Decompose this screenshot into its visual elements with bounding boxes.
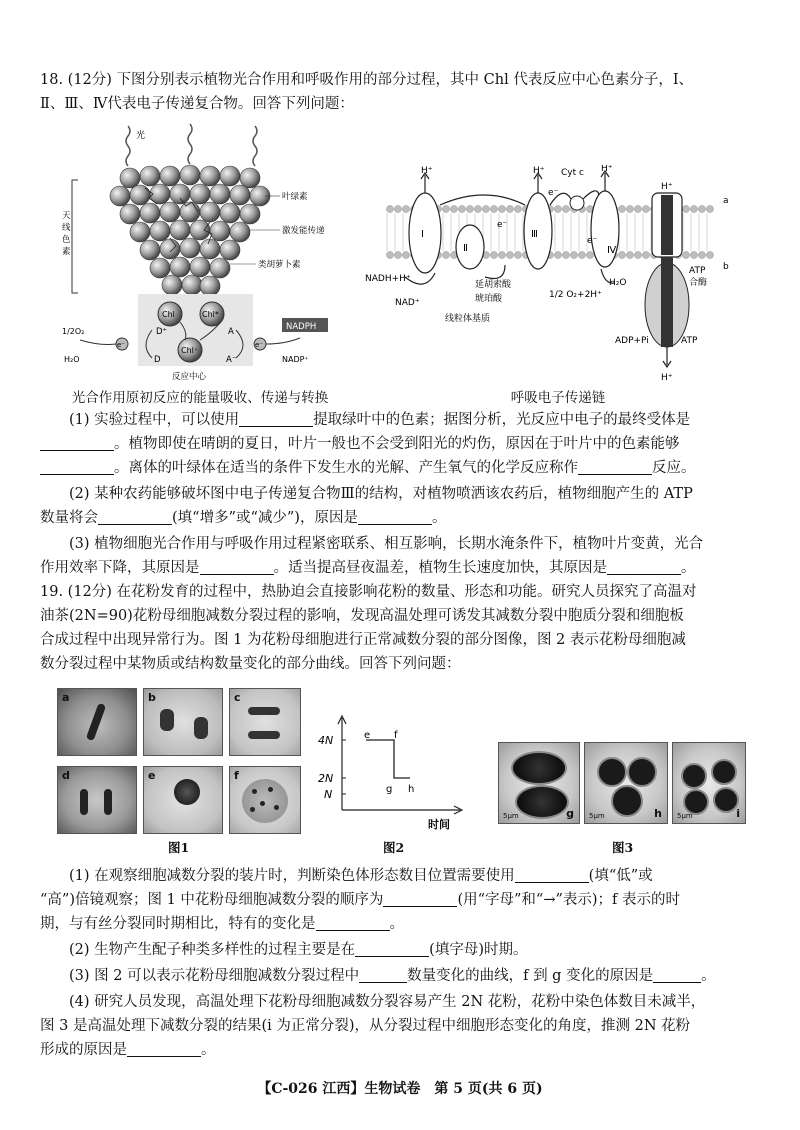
atp-synthase-label-2: 合酶 — [689, 278, 708, 288]
fig1-photo-e: e — [143, 766, 223, 834]
o2-reaction-label: 1/2 O₂+2H⁺ — [549, 290, 602, 300]
complex-2-label: Ⅱ — [463, 243, 468, 254]
atp-synthase-label: ATP — [689, 266, 706, 276]
fumarate-label: 延胡索酸 — [475, 280, 512, 290]
complex-2 — [456, 225, 484, 269]
pigment-cluster — [110, 165, 270, 296]
q19-sub1-line1: (1) 在观察细胞减数分裂的装片时，判断染色体形态数目位置需要使用 (填“低”或 — [69, 868, 653, 884]
q18-sub1-line1: (1) 实验过程中，可以使用 提取绿叶中的色素；据图分析，光反应中电子的最终受体是 — [69, 412, 691, 428]
q19-intro-line2: 油茶(2N=90)花粉母细胞减数分裂过程的影响，发现高温处理可诱发其减数分裂中胞质分裂和细胞板 — [40, 608, 684, 624]
photosynthesis-caption: 光合作用原初反应的能量吸收、传递与转换 — [71, 390, 329, 406]
answer-blank[interactable] — [383, 892, 457, 907]
fig3-photo-i: i 5μm — [672, 742, 746, 824]
answer-blank[interactable] — [200, 560, 274, 575]
atp-label: ATP — [681, 336, 698, 346]
q18-sub2-line1: (2) 某种农药能够破坏图中电子传递复合物Ⅲ的结构，对植物喷洒该农药后，植物细胞产生的 ATP — [69, 486, 693, 502]
carotenoid-label: 类胡萝卜素 — [258, 260, 301, 270]
answer-blank[interactable] — [239, 412, 313, 427]
complex-1-label: Ⅰ — [421, 229, 424, 240]
d-label: D — [154, 355, 161, 365]
q18-sub3-line1: (3) 植物细胞光合作用与呼吸作用过程紧密联系、相互影响，长期水淹条件下，植物叶片变黄，光合 — [69, 536, 704, 552]
fig3-photo-g: g 5μm — [498, 742, 580, 824]
fig2-caption: 图2 — [383, 840, 405, 855]
matrix-label: 线粒体基质 — [445, 314, 491, 324]
h2o-label: H₂O — [64, 355, 80, 364]
q18-sub1-line2: 。植物即使在晴朗的夏日，叶片一般也不会受到阳光的灼伤，原因在于叶片中的色素能够 — [40, 434, 762, 454]
fig1-caption: 图1 — [168, 840, 190, 855]
e-right-label: e⁻ — [255, 341, 264, 349]
q19-intro-line1: 19. (12分) 在花粉发育的过程中，热胁迫会直接影响花粉的数量、形态和功能。研究人员探究了高温对 — [40, 584, 697, 600]
fig1-photo-c: c — [229, 688, 301, 756]
fig1-photo-f: f — [229, 766, 301, 834]
y-tick-2n: 2N — [318, 772, 334, 785]
succinate-label: 琥珀酸 — [475, 294, 503, 304]
q19-sub1-line3: 期，与有丝分裂同时期相比，特有的变化是 。 — [40, 916, 404, 932]
answer-blank[interactable] — [578, 460, 652, 475]
point-h: h — [408, 784, 415, 795]
light-label: 光 — [136, 131, 146, 141]
q18-intro-line2: Ⅱ、Ⅲ、Ⅳ代表电子传递复合物。回答下列问题： — [40, 96, 354, 112]
photosynthesis-figure — [60, 118, 360, 383]
answer-blank[interactable] — [653, 968, 701, 983]
page-footer: 【C-026 江西】生物试卷 第 5 页(共 6 页) — [257, 1081, 543, 1097]
fig1-photo-b: b — [143, 688, 223, 756]
complex-1 — [409, 193, 441, 273]
point-f: f — [394, 730, 398, 741]
chlorophyll-label: 叶绿素 — [282, 192, 308, 202]
fig2-data-line — [366, 740, 410, 778]
answer-blank[interactable] — [98, 510, 172, 525]
e-label-1: e⁻ — [548, 188, 559, 198]
answer-blank[interactable] — [355, 942, 429, 957]
svg-text:色: 色 — [62, 235, 71, 245]
complex-3-label: Ⅲ — [531, 229, 538, 240]
q19-intro-line3: 合成过程中出现异常行为。图 1 为花粉母细胞进行正常减数分裂的部分图像，图 2 表示花粉母细胞减 — [40, 632, 686, 648]
nadh-label: NADH+H⁺ — [365, 274, 411, 284]
q19-sub2: (2) 生物产生配子种类多样性的过程主要是在 (填字母)时期。 — [69, 942, 528, 958]
fig3-photo-h: h 5μm — [584, 742, 668, 824]
answer-blank[interactable] — [607, 560, 681, 575]
fig1-photo-a: a — [57, 688, 137, 756]
answer-blank[interactable] — [40, 460, 114, 475]
q19-sub1-line2: “高”)倍镜观察；图 1 中花粉母细胞减数分裂的顺序为 (用“字母”和“→”表示)；f 表示的时 — [40, 892, 681, 908]
chl-star-label: Chl* — [202, 310, 219, 319]
answer-blank[interactable] — [316, 916, 390, 931]
adp-label: ADP+Pi — [615, 336, 649, 346]
point-g: g — [386, 784, 393, 795]
q18-sub3-line2: 作用效率下降，其原因是 。适当提高昼夜温差，植物生长速度加快，其原因是 。 — [40, 560, 696, 576]
respiration-chain-figure — [365, 165, 755, 385]
chl-label: Chl — [162, 310, 175, 319]
side-a-label: a — [723, 196, 729, 206]
d-plus-label: D⁺ — [156, 327, 168, 337]
answer-blank[interactable] — [515, 868, 589, 883]
h2o-right-label: H₂O — [609, 278, 627, 288]
q18-sub2-line2: 数量将会 (填“增多”或“减少”)，原因是 。 — [40, 510, 447, 526]
o2-label: 1/2O₂ — [62, 327, 85, 336]
answer-blank[interactable] — [359, 968, 407, 983]
h-plus-2: H⁺ — [533, 166, 545, 176]
svg-text:素: 素 — [62, 247, 71, 257]
x-axis-label: 时间 — [428, 818, 450, 831]
q19-sub4-line1: (4) 研究人员发现，高温处理下花粉母细胞减数分裂容易产生 2N 花粉，花粉中染色体数目未减半， — [69, 994, 706, 1010]
answer-blank[interactable] — [127, 1042, 201, 1057]
e-left-label: e⁻ — [117, 341, 126, 349]
a-minus-label: A⁻ — [226, 355, 237, 365]
q19-intro-line4: 数分裂过程中某物质或结构数量变化的部分曲线。回答下列问题： — [40, 656, 461, 672]
chl-plus-label: Chl⁺ — [181, 346, 199, 355]
q18-intro-line1: 18. (12分) 下图分别表示植物光合作用和呼吸作用的部分过程，其中 Chl 代表反应中心色素分子，Ⅰ、 — [40, 72, 694, 88]
reaction-center-label: 反应中心 — [172, 372, 207, 382]
respiration-caption: 呼吸电子传递链 — [510, 390, 606, 406]
nadp-label: NADP⁺ — [282, 355, 309, 364]
a-label: A — [228, 327, 234, 337]
h-plus-5: H⁺ — [661, 373, 673, 383]
q19-sub4-line3: 形成的原因是 。 — [40, 1042, 216, 1058]
h-plus-3: H⁺ — [601, 165, 613, 174]
svg-text:线: 线 — [62, 223, 71, 233]
q18-sub1-line3: 。离体的叶绿体在适当的条件下发生水的光解、产生氧气的化学反应称作 反应。 — [40, 458, 762, 478]
fig1-photo-d: d — [57, 766, 137, 834]
answer-blank[interactable] — [358, 510, 432, 525]
antenna-label-1: 天 — [62, 211, 71, 221]
y-tick-n: N — [324, 788, 333, 801]
fig2-curve — [310, 710, 470, 840]
q19-sub4-line2: 图 3 是高温处理下减数分裂的结果(i 为正常分裂)，从分裂过程中细胞形态变化的角度，推测 2N 花粉 — [40, 1018, 691, 1034]
cytc-label: Cyt c — [561, 168, 584, 178]
y-tick-4n: 4N — [318, 734, 334, 747]
q19-sub3: (3) 图 2 可以表示花粉母细胞减数分裂过程中 数量变化的曲线，f 到 g 变化的原因是 。 — [69, 968, 716, 984]
point-e: e — [364, 730, 371, 741]
fig3-caption: 图3 — [612, 840, 634, 855]
answer-blank[interactable] — [40, 436, 114, 451]
energy-transfer-label: 激发能传递 — [282, 226, 325, 236]
nadph-label: NADPH — [286, 322, 317, 332]
e-label-3: e⁻ — [497, 220, 508, 230]
nad-label: NAD⁺ — [395, 298, 420, 308]
complex-4-label: Ⅳ — [607, 245, 617, 256]
h-plus-1: H⁺ — [421, 166, 433, 176]
e-label-2: e⁻ — [587, 236, 598, 246]
h-plus-4: H⁺ — [661, 182, 673, 192]
side-b-label: b — [723, 262, 729, 272]
complex-3 — [524, 193, 552, 269]
